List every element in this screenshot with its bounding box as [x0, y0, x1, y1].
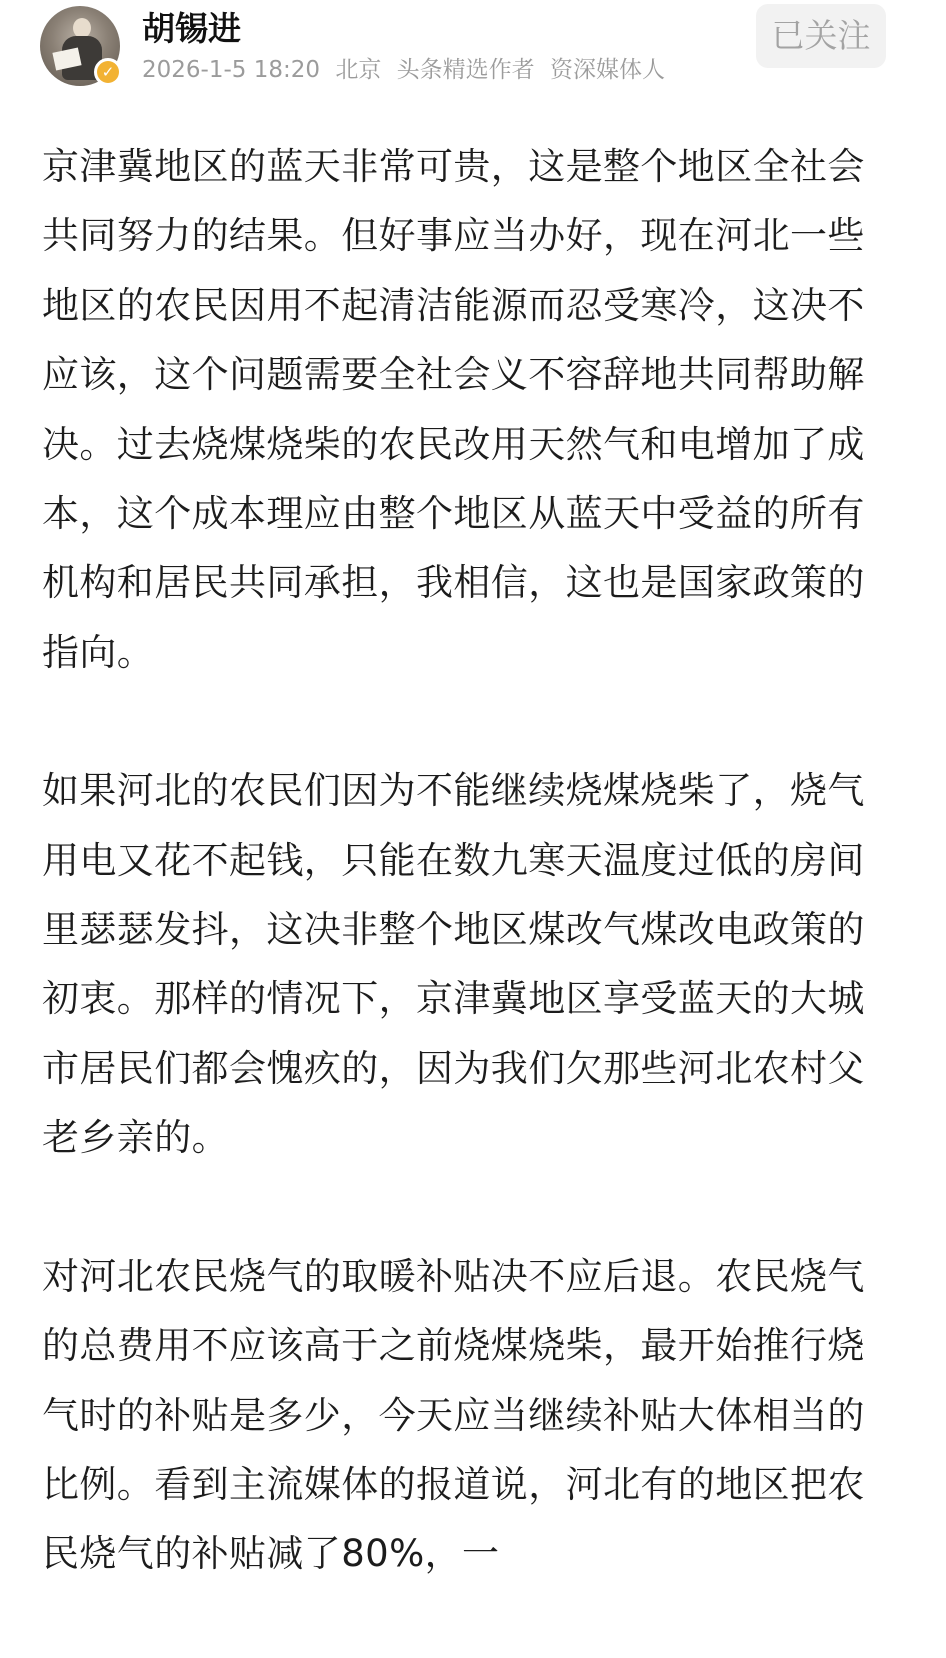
post-header: [0, 0, 946, 110]
article-body: [42, 132, 872, 1658]
text-fade-overlay: [650, 1520, 946, 1602]
author-name[interactable]: 胡锡进: [142, 9, 241, 48]
article-paragraph-3: 对河北农民烧气的取暖补贴决不应后退。农民烧气的总费用不应该高于之前烧煤烧柴，最开始推行烧气时的补贴是多少，今天应当继续补贴大体相当的比例。看到主流媒体的报道说，河北有的地区把农民烧气的补贴减了80%，一: [42, 1254, 865, 1576]
article-paragraph-1: 京津冀地区的蓝天非常可贵，这是整个地区全社会共同努力的结果。但好事应当办好，现在河北一些地区的农民因用不起清洁能源而忍受寒冷，这决不应该，这个问题需要全社会义不容辞地共同帮助解决。过去烧煤烧柴的农民改用天然气和电增加了成本，这个成本理应由整个地区从蓝天中受益的所有机构和居民共同承担，我相信，这也是国家政策的指向。: [42, 145, 865, 674]
author-tag-veteran: 资深媒体人: [549, 57, 665, 83]
verified-check-icon: ✓: [97, 61, 119, 83]
avatar-figure-head: [73, 18, 91, 38]
verified-badge-icon: [94, 58, 122, 86]
follow-button[interactable]: 已关注: [756, 4, 886, 68]
post-location: 北京: [335, 57, 382, 83]
post-datetime: 2026-1-5 18:20: [142, 57, 320, 83]
author-tag-featured: 头条精选作者: [396, 57, 535, 83]
post-meta: [142, 54, 673, 86]
article-paragraph-2: 如果河北的农民们因为不能继续烧煤烧柴了，烧气用电又花不起钱，只能在数九寒天温度过低的房间里瑟瑟发抖，这决非整个地区煤改气煤改电政策的初衷。那样的情况下，京津冀地区享受蓝天的大城市居民们都会愧疚的，因为我们欠那些河北农村父老乡亲的。: [42, 769, 865, 1160]
